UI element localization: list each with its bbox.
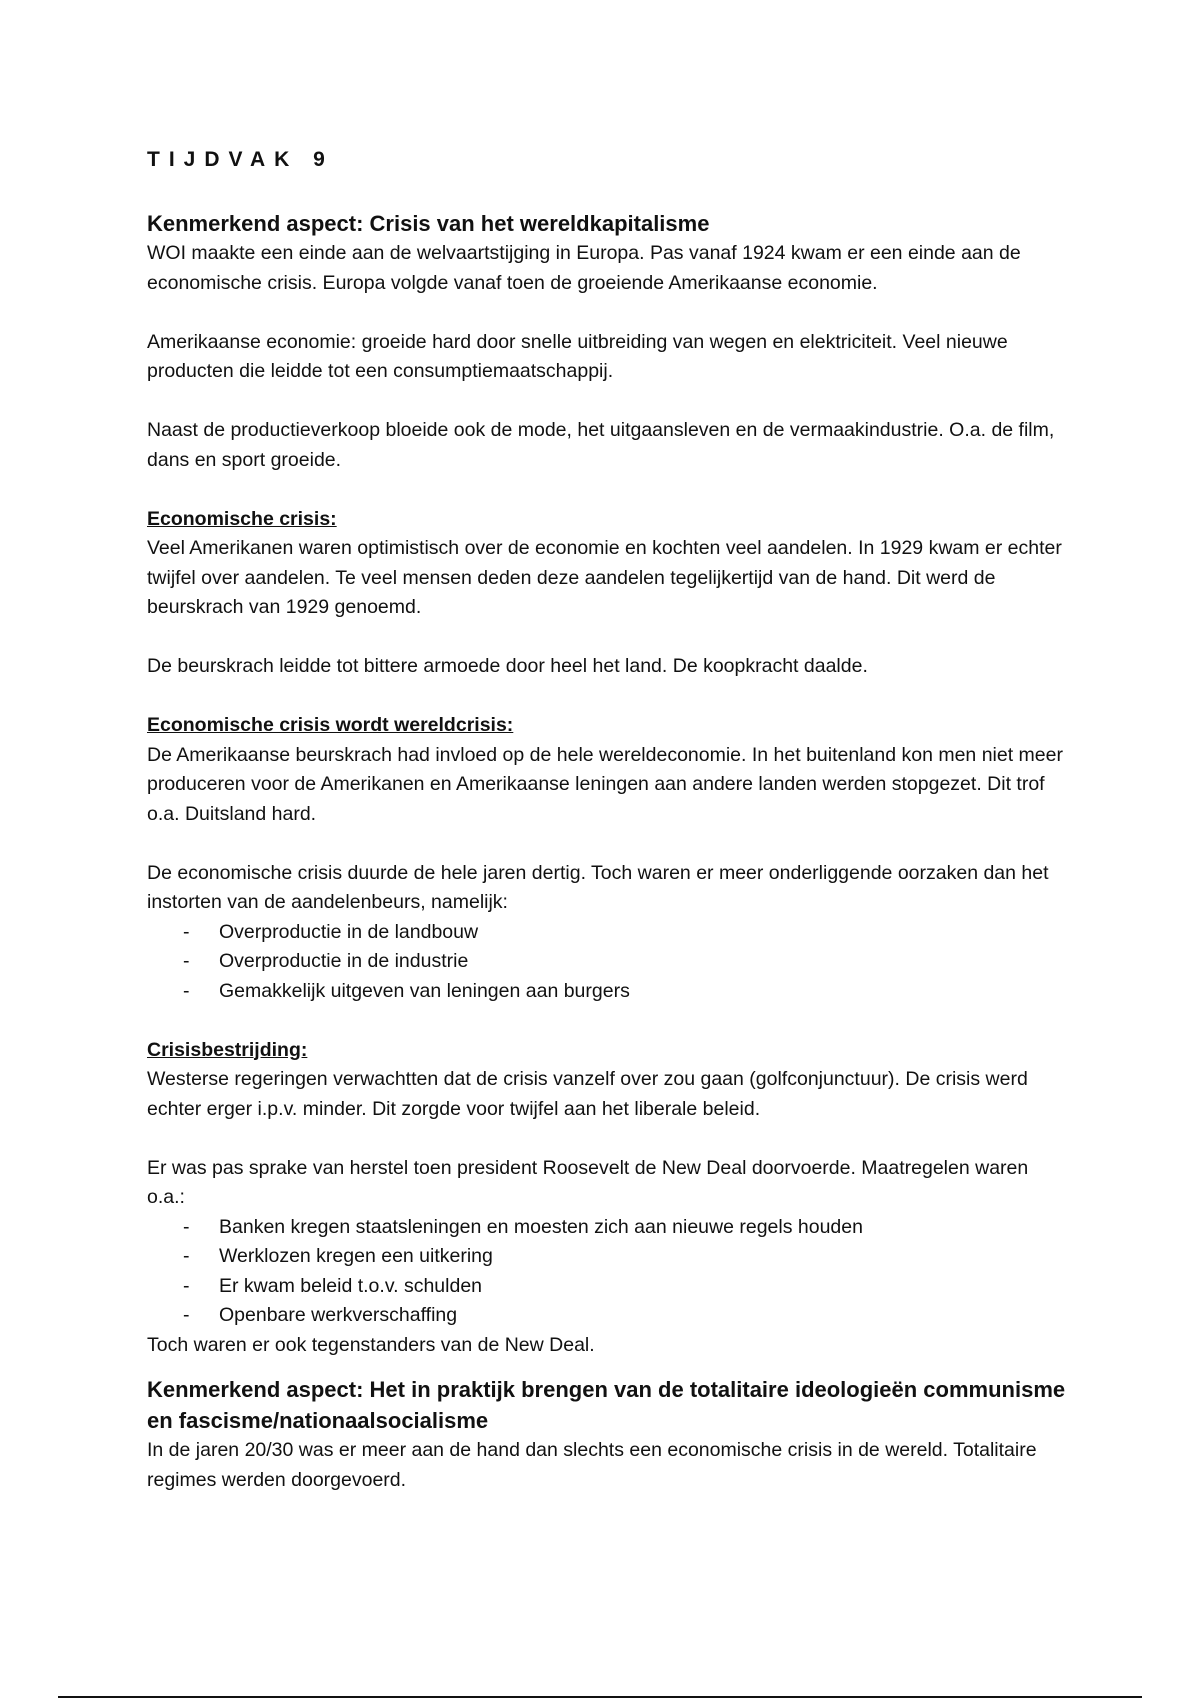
- list-item: - Overproductie in de industrie: [183, 950, 469, 972]
- section-heading-crisis: Kenmerkend aspect: Crisis van het wereldkapitalisme: [147, 211, 710, 236]
- paragraph: Toch waren er ook tegenstanders van de New Deal.: [147, 1333, 595, 1356]
- document-body: [147, 208, 1067, 1495]
- subheading-crisisbestrijding: Crisisbestrijding:: [147, 1038, 308, 1061]
- subheading-economische-crisis: Economische crisis:: [147, 507, 337, 530]
- paragraph: Er was pas sprake van herstel toen president Roosevelt de New Deal doorvoerde. Maatregelen waren o.a.:: [147, 1156, 1029, 1208]
- paragraph: Amerikaanse economie: groeide hard door snelle uitbreiding van wegen en elektriciteit. Veel nieuwe producten die leidde tot een consumptiemaatschappij.: [147, 330, 1008, 382]
- paragraph: Naast de productieverkoop bloeide ook de mode, het uitgaansleven en de vermaakindustrie. O.a. de film, dans en sport groeide.: [147, 419, 1055, 471]
- causes-list: [147, 918, 1067, 1007]
- list-item: - Overproductie in de landbouw: [183, 920, 479, 943]
- measures-list: [147, 1213, 1067, 1331]
- list-item: - Openbare werkverschaffing: [183, 1304, 458, 1326]
- paragraph: De beurskrach leidde tot bittere armoede door heel het land. De koopkracht daalde.: [147, 655, 868, 677]
- subheading-wereldcrisis: Economische crisis wordt wereldcrisis:: [147, 714, 514, 736]
- paragraph: WOI maakte een einde aan de welvaartstijging in Europa. Pas vanaf 1924 kwam er een einde aan de economische crisis. Europa volgde vanaf toen de groeiende Amerikaanse economie.: [147, 242, 1021, 294]
- list-item: - Er kwam beleid t.o.v. schulden: [183, 1274, 483, 1297]
- list-item: - Werklozen kregen een uitkering: [183, 1245, 493, 1267]
- paragraph: De Amerikaanse beurskrach had invloed op de hele wereldeconomie. In het buitenland kon men niet meer produceren voor de Amerikanen en Amerikaanse leningen aan andere landen werden stopgezet. Dit trof o.a. Duitsland hard.: [147, 743, 1063, 825]
- paragraph: In de jaren 20/30 was er meer aan de hand dan slechts een economische crisis in de wereld. Totalitaire regimes werden doorgevoerd.: [147, 1439, 1037, 1491]
- paragraph: De economische crisis duurde de hele jaren dertig. Toch waren er meer onderliggende oorzaken dan het instorten van de aandelenbeurs, namelijk:: [147, 861, 1049, 913]
- list-item: - Gemakkelijk uitgeven van leningen aan burgers: [183, 979, 630, 1002]
- paragraph: Westerse regeringen verwachtten dat de crisis vanzelf over zou gaan (golfconjunctuur). De crisis werd echter erger i.p.v. minder. Dit zorgde voor twijfel aan het liberale beleid.: [147, 1068, 1028, 1120]
- section-heading-totalitarian: Kenmerkend aspect: Het in praktijk brengen van de totalitaire ideologieën communisme en fascisme/nationaalsocialisme: [147, 1377, 1066, 1433]
- footer-rule: [58, 1696, 1142, 1698]
- page-title: TIJDVAK 9: [147, 148, 334, 171]
- paragraph: Veel Amerikanen waren optimistisch over de economie en kochten veel aandelen. In 1929 kwam er echter twijfel over aandelen. Te veel mensen deden deze aandelen tegelijkertijd van de hand. Dit werd de beurskrach van 1929 genoemd.: [147, 537, 1062, 618]
- list-item: - Banken kregen staatsleningen en moesten zich aan nieuwe regels houden: [183, 1215, 863, 1238]
